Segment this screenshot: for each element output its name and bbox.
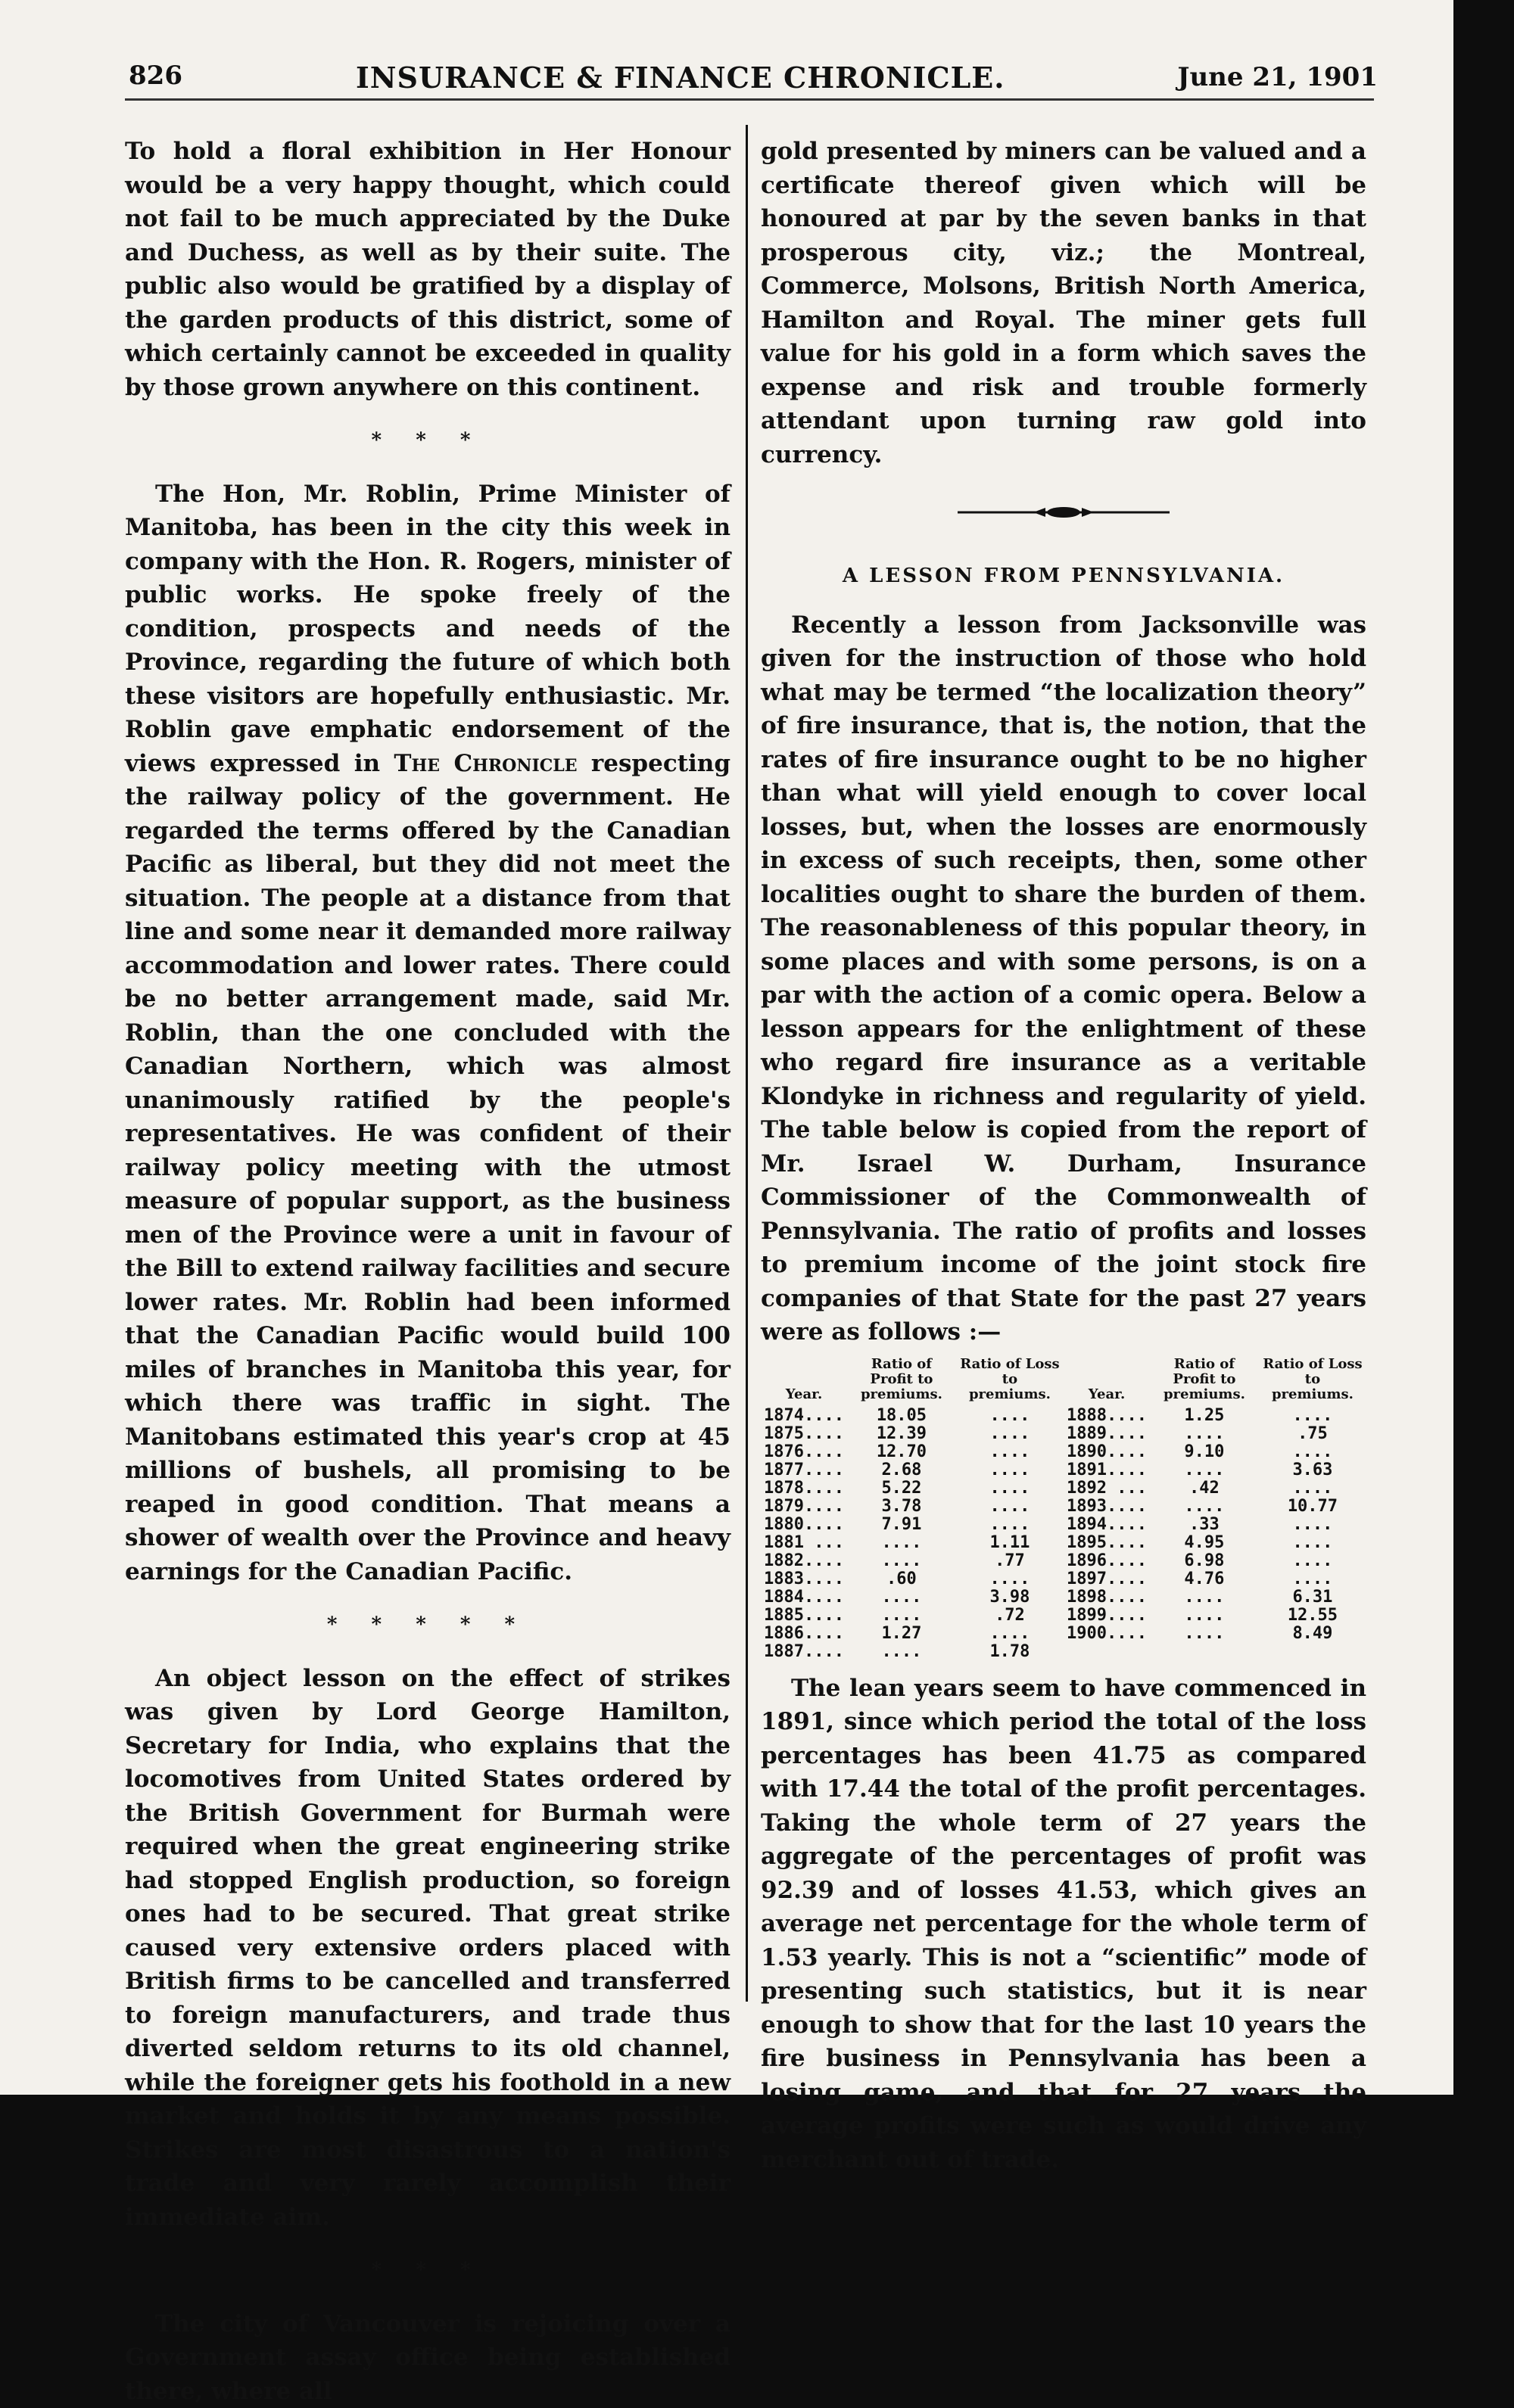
table-row — [761, 1607, 1366, 1625]
left-column — [125, 135, 731, 2408]
right-column — [761, 135, 1366, 2176]
table-cell: 4.95 — [1150, 1534, 1259, 1552]
table-cell: .... — [847, 1643, 956, 1661]
table-body — [761, 1407, 1366, 1661]
table-cell: .77 — [956, 1552, 1064, 1570]
table-cell: 1878.... — [761, 1479, 847, 1498]
table-row — [761, 1407, 1366, 1425]
header-rule — [125, 98, 1374, 101]
chronicle-reference: The Chronicle — [394, 750, 577, 777]
table-cell: 1.27 — [847, 1625, 956, 1643]
table-cell: .... — [1150, 1625, 1259, 1643]
table-row — [761, 1534, 1366, 1552]
ornament-rule — [958, 505, 1170, 520]
table-cell: 3.63 — [1259, 1461, 1366, 1479]
table-cell: .... — [1150, 1607, 1259, 1625]
table-row — [761, 1425, 1366, 1443]
table-cell: .... — [956, 1479, 1064, 1498]
page-number: 826 — [129, 61, 182, 91]
table-cell: 1890.... — [1064, 1443, 1150, 1461]
table-cell: .... — [1259, 1534, 1366, 1552]
table-cell: .72 — [956, 1607, 1064, 1625]
table-cell — [1064, 1643, 1150, 1661]
col-header: Ratio of Profit to premiums. — [1150, 1357, 1259, 1407]
table-cell: 1894.... — [1064, 1516, 1150, 1534]
table-cell: .... — [1259, 1407, 1366, 1425]
table-cell: 3.98 — [956, 1588, 1064, 1607]
table-cell: .... — [847, 1607, 956, 1625]
section-separator: * * * — [125, 2254, 731, 2288]
table-row — [761, 1443, 1366, 1461]
table-cell: 6.31 — [1259, 1588, 1366, 1607]
table-cell: 1884.... — [761, 1588, 847, 1607]
table-cell: .... — [847, 1588, 956, 1607]
table-cell: .... — [1150, 1461, 1259, 1479]
publication-title: INSURANCE & FINANCE CHRONICLE. — [356, 61, 1005, 95]
table-cell: 12.70 — [847, 1443, 956, 1461]
table-row — [761, 1643, 1366, 1661]
column-divider — [746, 125, 748, 2002]
article-lean-years: The lean years seem to have commenced in 1891, since which period the total of the loss percentages has been 41.75 as compared with 17.44 the total of the profit percentages. Taking the whole term of 27 years the aggregate of the percentages of profit was 92.39 and of losses 41.53, which gives an average net percentage for the whole term of 1.53 yearly. This is not a “scientific” mode of presenting such statistics, but it is near enough to show that for the last 10 years the fire business in Pennsylvania has been a losing game, and that for 27 years the average profits were such as would drive any merchant out of trade. — [761, 1672, 1366, 2177]
table-cell: 1880.... — [761, 1516, 847, 1534]
table-cell: 3.78 — [847, 1498, 956, 1516]
table-cell: .42 — [1150, 1479, 1259, 1498]
col-header: Year. — [761, 1357, 847, 1407]
section-separator: * * * * * — [125, 1608, 731, 1642]
table-cell: .60 — [847, 1570, 956, 1588]
table-cell: .... — [847, 1534, 956, 1552]
table-cell: 1885.... — [761, 1607, 847, 1625]
table-cell: 1882.... — [761, 1552, 847, 1570]
table-cell: 1876.... — [761, 1443, 847, 1461]
table-cell: 1.78 — [956, 1643, 1064, 1661]
article-pennsylvania: Recently a lesson from Jacksonville was given for the instruction of those who hold what may be termed “the localization theory” of fire insurance, that is, the notion, that the rates of fire insurance ought to be no higher than what will yield enough to cover local losses, but, when the losses are enormously in excess of such receipts, then, some other localities ought to share the burden of them. The reasonableness of this popular theory, in some places and with some persons, is on a par with the action of a comic opera. Below a lesson appears for the enlightment of these who regard fire insurance as a veritable Klondyke in richness and regularity of yield. The table below is copied from the report of Mr. Israel W. Durham, Insurance Commissioner of the Commonwealth of Pennsylvania. The ratio of profits and losses to premium income of the joint stock fire companies of that State for the past 27 years were as follows :— — [761, 608, 1366, 1349]
table-row — [761, 1479, 1366, 1498]
table-header-row — [761, 1357, 1366, 1407]
table-cell: 7.91 — [847, 1516, 956, 1534]
table-cell: .... — [956, 1516, 1064, 1534]
col-header: Ratio of Profit to premiums. — [847, 1357, 956, 1407]
table-cell: 1898.... — [1064, 1588, 1150, 1607]
scan-edge — [1453, 0, 1484, 2095]
issue-date: June 21, 1901 — [1177, 62, 1378, 92]
table-cell: 8.49 — [1259, 1625, 1366, 1643]
table-cell: .... — [956, 1425, 1064, 1443]
article-strikes: An object lesson on the effect of strikes was given by Lord George Hamilton, Secretary for India, who explains that the locomotives from United States ordered by the British Government for Burmah were required when the great engineering strike had stopped English production, so foreign ones had to be secured. That great strike caused very extensive orders placed with British firms to be cancelled and transferred to foreign manufacturers, and trade thus diverted seldom returns to its old channel, while the foreigner gets his foothold in a new market and holds it by any means possible. Strikes are most disastrous to a nation's trade and very rarely accomplish their immediate aim. — [125, 1662, 731, 2235]
table-row — [761, 1570, 1366, 1588]
table-row — [761, 1461, 1366, 1479]
table-cell: 1888.... — [1064, 1407, 1150, 1425]
col-header: Year. — [1064, 1357, 1150, 1407]
table-cell: .... — [1259, 1552, 1366, 1570]
table-cell: .33 — [1150, 1516, 1259, 1534]
table-cell — [1259, 1643, 1366, 1661]
article-floral-exhibition: To hold a floral exhibition in Her Honour would be a very happy thought, which could not fail to be much appreciated by the Duke and Duchess, as well as by their suite. The public also would be gratified by a display of the garden products of this district, some of which certainly cannot be exceeded in quality by those grown anywhere on this continent. — [125, 135, 731, 404]
article-vancouver: The city of Vancouver is rejoicing over a Government assay office being established there, where all — [125, 2307, 731, 2408]
table-row — [761, 1625, 1366, 1643]
table-cell: 2.68 — [847, 1461, 956, 1479]
table-cell: 1889.... — [1064, 1425, 1150, 1443]
table-cell: .... — [956, 1443, 1064, 1461]
table-cell: .... — [1150, 1425, 1259, 1443]
table-row — [761, 1498, 1366, 1516]
table-row — [761, 1516, 1366, 1534]
table-cell: 12.39 — [847, 1425, 956, 1443]
table-cell: 1874.... — [761, 1407, 847, 1425]
table-cell: 1881 ... — [761, 1534, 847, 1552]
roblin-text-a: The Hon, Mr. Roblin, Prime Minister of Manitoba, has been in the city this week in company with the Hon. R. Rogers, minister of public works. He spoke freely of the condition, prospects and needs of the Province, regarding the future of which both these visitors are hopefully enthusiastic. Mr. Roblin gave emphatic endorsement of the views expressed in — [125, 481, 731, 777]
table-cell: .... — [1150, 1588, 1259, 1607]
table-cell: .... — [1259, 1516, 1366, 1534]
table-cell: 1883.... — [761, 1570, 847, 1588]
table-cell: .... — [1259, 1570, 1366, 1588]
table-cell: 1891.... — [1064, 1461, 1150, 1479]
col-header: Ratio of Loss to premiums. — [1259, 1357, 1366, 1407]
table-cell: .... — [1259, 1443, 1366, 1461]
table-cell — [1150, 1643, 1259, 1661]
table-cell: 1877.... — [761, 1461, 847, 1479]
table-cell: .... — [847, 1552, 956, 1570]
section-heading: A LESSON FROM PENNSYLVANIA. — [761, 559, 1366, 593]
roblin-text-b: respecting the railway policy of the government. He regarded the terms offered by the Canadian Pacific as liberal, but they did not meet the situation. The people at a distance from that line and some near it demanded more railway accommodation and lower rates. There could be no better arrangement made, said Mr. Roblin, than the one concluded with the Canadian Northern, which was almost unanimously ratified by the people's representatives. He was confident of their railway policy meeting with the utmost measure of popular support, as the business men of the Province were a unit in favour of the Bill to extend railway facilities and secure lower rates. Mr. Roblin had been informed that the Canadian Pacific would build 100 miles of branches in Manitoba this year, for which there was traffic in sight. The Manitobans estimated this year's crop at 45 millions of bushels, all promising to be reaped in good condition. That means a shower of wealth over the Province and heavy earnings for the Canadian Pacific. — [125, 750, 731, 1585]
table-cell: 9.10 — [1150, 1443, 1259, 1461]
table-cell: 1900.... — [1064, 1625, 1150, 1643]
table-cell: 1879.... — [761, 1498, 847, 1516]
article-vancouver-continued: gold presented by miners can be valued and a certificate thereof given which will be honoured at par by the seven banks in that prosperous city, viz.; the Montreal, Commerce, Molsons, British North America, Hamilton and Royal. The miner gets full value for his gold in a form which saves the expense and risk and trouble formerly attendant upon turning raw gold into currency. — [761, 135, 1366, 471]
table-row — [761, 1588, 1366, 1607]
table-cell: 6.98 — [1150, 1552, 1259, 1570]
table-cell: .... — [1150, 1498, 1259, 1516]
table-cell: 1897.... — [1064, 1570, 1150, 1588]
table-cell: .... — [1259, 1479, 1366, 1498]
table-cell: 1899.... — [1064, 1607, 1150, 1625]
table-cell: 1893.... — [1064, 1498, 1150, 1516]
table-cell: 1895.... — [1064, 1534, 1150, 1552]
table-cell: 10.77 — [1259, 1498, 1366, 1516]
table-row — [761, 1552, 1366, 1570]
article-roblin — [125, 478, 731, 1589]
col-header: Ratio of Loss to premiums. — [956, 1357, 1064, 1407]
table-cell: 18.05 — [847, 1407, 956, 1425]
table-cell: 1875.... — [761, 1425, 847, 1443]
table-cell: .... — [956, 1498, 1064, 1516]
table-cell: .... — [956, 1570, 1064, 1588]
table-cell: 5.22 — [847, 1479, 956, 1498]
table-cell: 1886.... — [761, 1625, 847, 1643]
table-cell: .... — [956, 1625, 1064, 1643]
table-cell: 1887.... — [761, 1643, 847, 1661]
table-cell: 1.11 — [956, 1534, 1064, 1552]
table-cell: .... — [956, 1407, 1064, 1425]
table-cell: 1.25 — [1150, 1407, 1259, 1425]
table-cell: .75 — [1259, 1425, 1366, 1443]
table-cell: 12.55 — [1259, 1607, 1366, 1625]
table-cell: 1896.... — [1064, 1552, 1150, 1570]
ratio-table — [761, 1357, 1366, 1661]
table-cell: 4.76 — [1150, 1570, 1259, 1588]
table-cell: 1892 ... — [1064, 1479, 1150, 1498]
section-separator: * * * — [125, 424, 731, 458]
table-cell: .... — [956, 1461, 1064, 1479]
